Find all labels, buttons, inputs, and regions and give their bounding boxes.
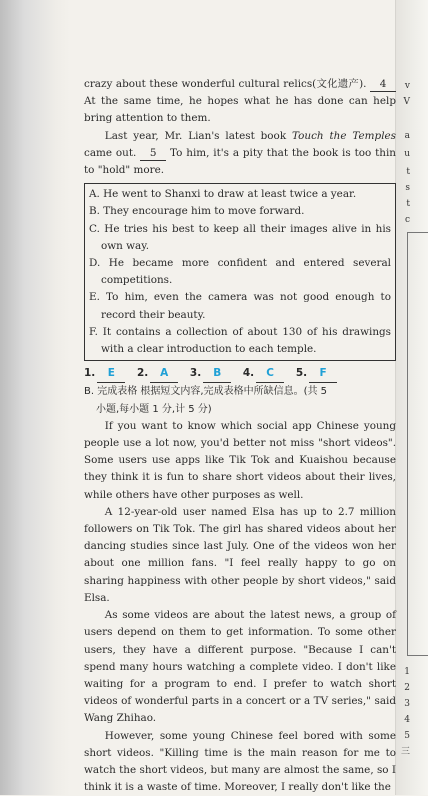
option-c: C. He tries his best to keep all their images alive in his own way. (89, 222, 391, 252)
blank-4: 4 (370, 78, 396, 92)
answer-row (84, 365, 396, 383)
next-page-char: u (404, 149, 410, 159)
passage1-paragraph (84, 128, 396, 180)
next-page-char: a (404, 131, 410, 141)
page-gutter-shadow (0, 0, 70, 795)
next-page-num: 4 (404, 715, 410, 725)
answer-value: E (97, 365, 125, 383)
passage1-text: came out. (84, 146, 137, 159)
passage2-paragraph: A 12-year-old user named Elsa has up to 2.7 million followers on Tik Tok. The girl has shared videos about her dancing studies since last July. One of the videos won her about one million fans. "I feel really happy to go on sharing happiness with other people by short videos," said Elsa. (84, 505, 396, 604)
next-page-char: t (406, 199, 410, 209)
section-b-subtitle: 小题,每小题 1 分,计 5 分) (96, 403, 212, 415)
answer-value: C (256, 365, 284, 383)
next-page-char: V (403, 97, 410, 107)
next-page-num: 5 (404, 731, 410, 741)
answer-number: 1. (84, 367, 96, 380)
option-b: B. They encourage him to move forward. (89, 205, 305, 218)
next-page-num: 三 (400, 747, 410, 757)
answer-number: 3. (189, 367, 202, 380)
answer-number: 5. (295, 367, 308, 380)
passage1-text: To him, it's a pity that the book is too thin to "hold" more. (84, 146, 396, 177)
answer-number: 2. (136, 367, 149, 380)
answer-value: B (203, 365, 231, 383)
answer-number: 4. (242, 367, 255, 380)
passage1-text: Last year, Mr. Lian's latest book (104, 129, 293, 142)
passage1-line: At the same time, he hopes what he has done can help bring attention to them. (84, 95, 396, 125)
next-page-char: s (405, 183, 410, 193)
blank-5: 5 (140, 147, 166, 161)
option-d: D. He became more confident and entered several competitions. (89, 257, 391, 287)
answer-value: A (150, 365, 178, 383)
answer-value: F (309, 365, 337, 383)
section-b-title: B. 完成表格 根据短文内容,完成表格中所缺信息。(共 5 (84, 386, 328, 398)
next-page-num: 3 (404, 699, 410, 709)
book-title: Touch the Temples (292, 129, 396, 142)
option-a: A. He went to Shanxi to draw at least twice a year. (89, 188, 357, 201)
next-page-char: v (404, 81, 410, 91)
passage2-paragraph: As some videos are about the latest news, a group of users depend on them to get information. To some other users, they have a different purpose. "Because I can't spend many hours watching a complete video. I don't like waiting for a program to end. I prefer to watch short videos of wonderful parts in a concert or a TV series," said Wang Zhihao. (84, 609, 396, 725)
passage1-line: crazy about these wonderful cultural relics(文化遗产). (84, 78, 367, 90)
next-page-edge (395, 0, 428, 795)
option-e: E. To him, even the camera was not good enough to record their beauty. (89, 291, 391, 321)
passage2-paragraph: If you want to know which social app Chinese young people use a lot now, you'd better not miss "short videos". Some users use apps like Tik Tok and Kuaishou because they think it is fun to share short videos about their lives, while others have other purposes as well. (84, 419, 396, 501)
page-content (84, 76, 396, 796)
next-page-num: 2 (404, 683, 410, 693)
next-page-table-edge (407, 232, 428, 656)
next-page-char: c (404, 215, 410, 225)
next-page-char: t (406, 167, 410, 177)
passage1-paragraph (84, 76, 396, 128)
passage2-paragraph: However, some young Chinese feel bored with some short videos. "Killing time is the main reason for me to watch the short videos, but many are almost the same, so I think it is a waste of time. Moreover, I really don't like the (84, 729, 396, 794)
option-f: F. It contains a collection of about 130 of his drawings with a clear introduction to each temple. (89, 325, 391, 356)
options-box (84, 183, 396, 361)
next-page-num: 1 (404, 667, 410, 677)
